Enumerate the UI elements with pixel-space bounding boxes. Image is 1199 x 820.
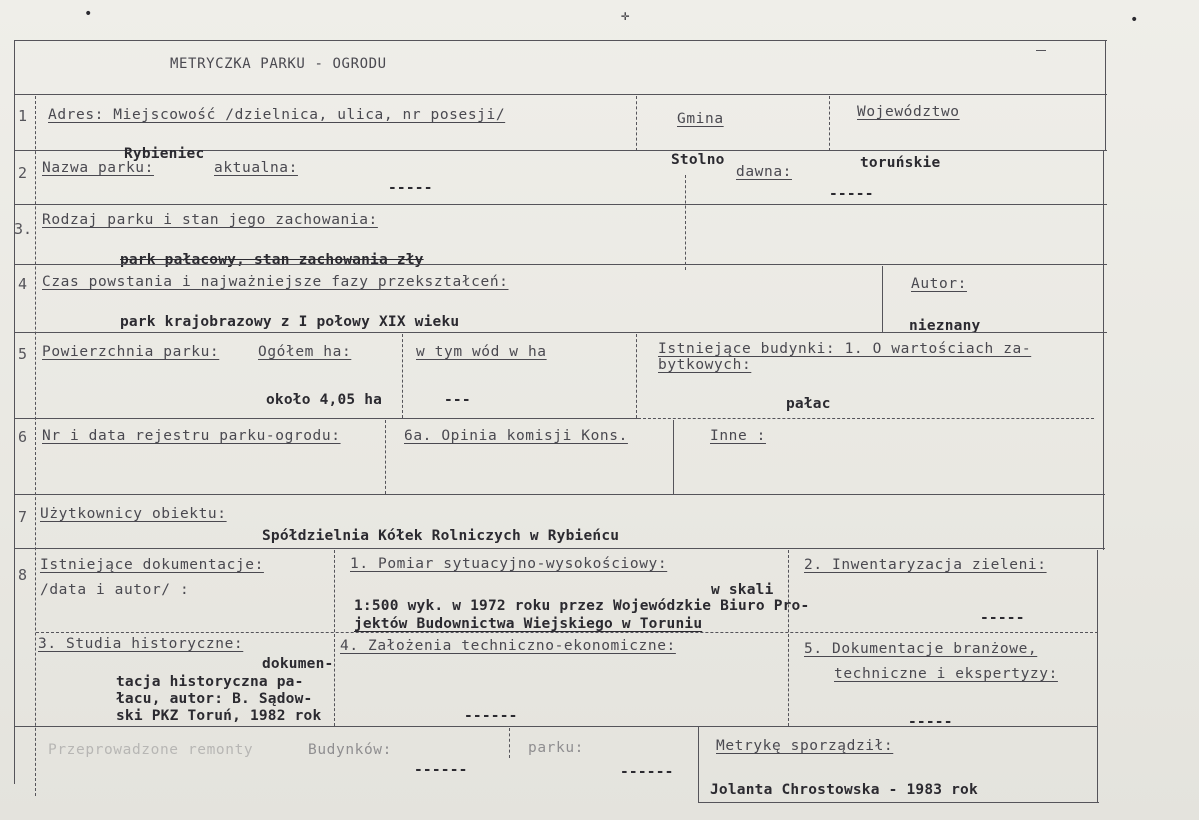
row1-divider-woj [829, 96, 830, 151]
row8-mid-dashed-line [36, 632, 1098, 633]
history-value-line1: dokumen- [262, 656, 334, 672]
survey-value-line2: 1:500 wyk. w 1972 roku przez Wojewódzkie Biuro Pro- [354, 598, 810, 614]
frame-right-line-c [1097, 550, 1098, 802]
form-author-value: Jolanta Chrostowska - 1983 rok [710, 782, 978, 798]
scan-cross-mark: ✛ [621, 8, 630, 24]
row8-top-line [14, 548, 1105, 549]
creation-time-label: Czas powstania i najważniejsze fazy przekształceń: [42, 274, 509, 290]
docs-label-2: /data i autor/ : [40, 582, 190, 598]
park-renovation-label: parku: [528, 740, 584, 756]
users-value: Spółdzielnia Kółek Rolniczych w Rybieńcu [262, 528, 620, 544]
footer-top-line [14, 726, 1098, 727]
history-label: 3. Studia historyczne: [38, 636, 244, 652]
author-label: Autor: [911, 276, 967, 292]
water-area-value: --- [444, 392, 471, 408]
technical-label: 4. Założenia techniczno-ekonomiczne: [340, 638, 676, 654]
former-name-value: ----- [829, 186, 874, 202]
wojewodztwo-label: Województwo [857, 104, 960, 120]
history-value-line3: łacu, autor: B. Sądow- [116, 691, 313, 707]
total-area-value: około 4,05 ha [266, 392, 383, 408]
row6-top-line-right [638, 418, 1094, 419]
industry-label-line2: techniczne i ekspertyzy: [834, 666, 1058, 682]
gmina-value: Stolno [671, 152, 725, 168]
park-type-value: park pałacowy, stan zachowania zły [120, 252, 424, 268]
survey-label: 1. Pomiar sytuacyjno-wysokościowy: [350, 556, 668, 572]
footer-author-divider [698, 726, 699, 803]
users-label: Użytkownicy obiektu: [40, 506, 227, 522]
frame-top-line [14, 40, 1107, 41]
current-name-value: ----- [388, 180, 433, 196]
row-number-6: 6 [18, 428, 28, 446]
inner-left-dashed-line [35, 96, 36, 796]
technical-value: ------ [464, 708, 518, 724]
form-author-label: Metrykę sporządził: [716, 738, 894, 754]
author-value: nieznany [909, 318, 981, 334]
buildings-renovation-label: Budynków: [308, 742, 392, 758]
row1-divider-gmina [636, 96, 637, 151]
register-label: Nr i data rejestru parku-ogrodu: [42, 428, 341, 444]
buildings-renovation-value: ------ [414, 762, 468, 778]
docs-label: Istniejące dokumentacje: [40, 557, 264, 573]
row7-top-line [14, 494, 1105, 495]
form-title: METRYCZKA PARKU - OGRODU [170, 56, 387, 72]
renovations-label: Przeprowadzone remonty [48, 742, 254, 758]
scan-dot-mark-right: • [1130, 12, 1139, 28]
other-label: Inne : [710, 428, 766, 444]
footer-park-divider [509, 728, 510, 758]
row4-top-line [14, 264, 1107, 265]
park-renovation-value: ------ [620, 764, 674, 780]
current-name-label: aktualna: [214, 160, 298, 176]
row8-survey-divider [334, 550, 335, 726]
header-tick [1036, 50, 1046, 51]
row-number-4: 4 [18, 275, 28, 293]
opinion-label: 6a. Opinia komisji Kons. [404, 428, 628, 444]
park-type-label: Rodzaj parku i stan jego zachowania: [42, 212, 378, 228]
history-value-line2: tacja historyczna pa- [116, 674, 304, 690]
buildings-label-line1: Istniejące budynki: 1. O wartościach za- [658, 341, 1032, 357]
survey-value-line1: w skali [711, 582, 774, 598]
row-number-8: 8 [18, 566, 28, 584]
scan-dot-mark: • [84, 6, 93, 22]
water-area-label: w tym wód w ha [416, 344, 547, 360]
creation-time-value: park krajobrazowy z I połowy XIX wieku [120, 314, 460, 330]
row6-other-divider [673, 420, 674, 494]
row8-greenery-divider [788, 550, 789, 726]
former-name-label: dawna: [736, 164, 792, 180]
buildings-value: pałac [786, 396, 831, 412]
place-value: Rybieniec [124, 146, 205, 162]
wojewodztwo-value: toruńskie [860, 155, 941, 171]
row4-author-divider [882, 266, 883, 332]
address-label: Adres: Miejscowość /dzielnica, ulica, nr posesji/ [48, 107, 506, 123]
row5-water-divider [402, 334, 403, 418]
row5-top-line [14, 332, 1107, 333]
row-number-2: 2 [18, 164, 28, 182]
industry-value: ----- [908, 714, 953, 730]
area-label: Powierzchnia parku: [42, 344, 220, 360]
row-number-7: 7 [18, 508, 28, 526]
row6-top-line-left [14, 418, 638, 419]
park-name-label: Nazwa parku: [42, 160, 154, 176]
row-number-5: 5 [18, 345, 28, 363]
frame-left-line [14, 40, 15, 784]
row6-opinion-divider [385, 420, 386, 494]
buildings-label-line2: bytkowych: [658, 357, 752, 373]
greenery-value: ----- [980, 610, 1025, 626]
industry-label-line1: 5. Dokumentacje branżowe, [804, 641, 1038, 657]
gmina-label: Gmina [677, 111, 724, 127]
row3-top-line [14, 204, 1107, 205]
frame-bottom-line [698, 802, 1099, 803]
total-area-label: Ogółem ha: [258, 344, 352, 360]
row5-buildings-divider [636, 334, 637, 418]
row-number-1: 1 [18, 107, 28, 125]
row-number-3: 3. [14, 220, 33, 238]
frame-right-line-b [1103, 150, 1104, 550]
history-value-line4: ski PKZ Toruń, 1982 rok [116, 708, 322, 724]
row2-3-divider [685, 175, 686, 270]
survey-value-line3: jektów Budownictwa Wiejskiego w Toruniu [354, 616, 703, 632]
row1-top-line [14, 94, 1107, 95]
greenery-label: 2. Inwentaryzacja zieleni: [804, 557, 1047, 573]
frame-right-line-a [1105, 40, 1106, 150]
